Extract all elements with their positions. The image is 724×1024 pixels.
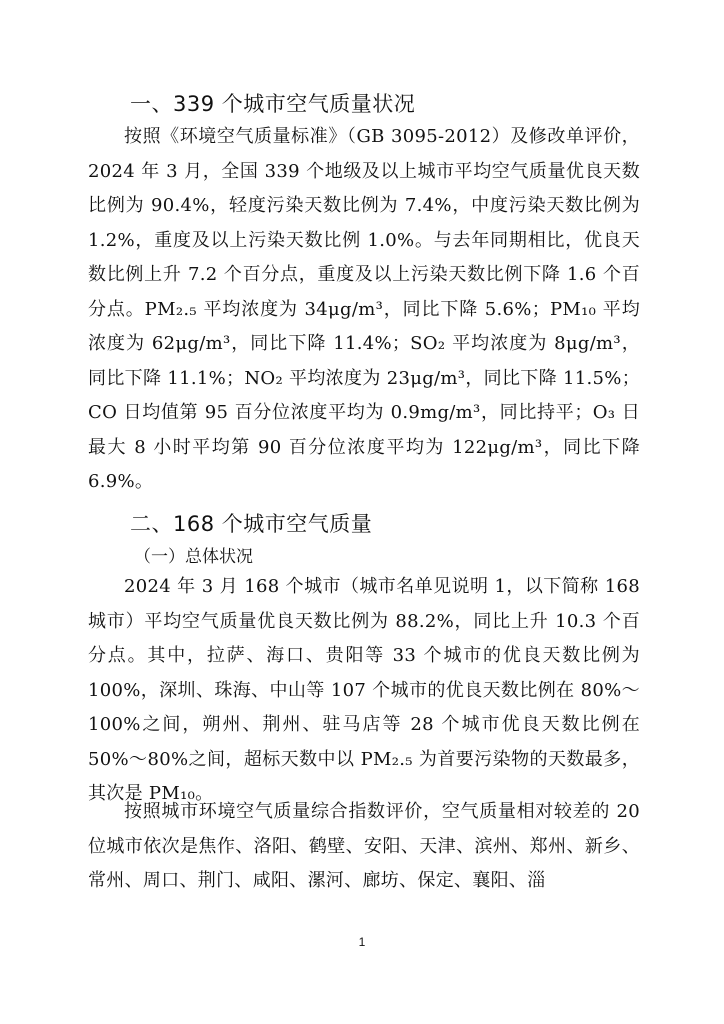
page-number: 1 (358, 935, 366, 949)
section-2-paragraph-1: 2024 年 3 月 168 个城市（城市名单见说明 1，以下简称 168 城市）平均空气质量优良天数比例为 88.2%，同比上升 10.3 个百分点。其中，拉萨、海口、贵阳等 33 个城市的优良天数比例为 100%，深圳、珠海、中山等 107 个城市的优良天数比例在 80%～100%之间，朔州、荆州、驻马店等 28 个城市优良天数比例在 50%～80%之间，超标天数中以 PM₂.₅ 为首要污染物的天数最多，其次是 PM₁₀。 (88, 576, 640, 804)
section-1-heading: 一、339 个城市空气质量状况 (130, 92, 416, 116)
section-2-paragraph-2: 按照城市环境空气质量综合指数评价，空气质量相对较差的 20 位城市依次是焦作、洛阳、鹤壁、安阳、天津、滨州、郑州、新乡、常州、周口、荆门、咸阳、漯河、廊坊、保定、襄阳、淄 (88, 801, 640, 891)
section-2-subheading: （一）总体状况 (134, 547, 253, 567)
section-2-heading: 二、168 个城市空气质量 (130, 512, 373, 536)
section-1-paragraph: 按照《环境空气质量标准》（GB 3095-2012）及修改单评价，2024 年 3 月，全国 339 个地级及以上城市平均空气质量优良天数比例为 90.4%，轻度污染天数比例为 7.4%，中度污染天数比例为 1.2%，重度及以上污染天数比例 1.0%。与去年同期相比，优良天数比例上升 7.2 个百分点，重度及以上污染天数比例下降 1.6 个百分点。PM₂.₅ 平均浓度为 34μg/m³，同比下降 5.6%；PM₁₀ 平均浓度为 62μg/m³，同比下降 11.4%；SO₂ 平均浓度为 8μg/m³，同比下降 11.1%；NO₂ 平均浓度为 23μg/m³，同比下降 11.5%；CO 日均值第 95 百分位浓度平均为 0.9mg/m³，同比持平；O₃ 日最大 8 小时平均第 90 百分位浓度平均为 122μg/m³，同比下降 6.9%。 (88, 126, 640, 492)
